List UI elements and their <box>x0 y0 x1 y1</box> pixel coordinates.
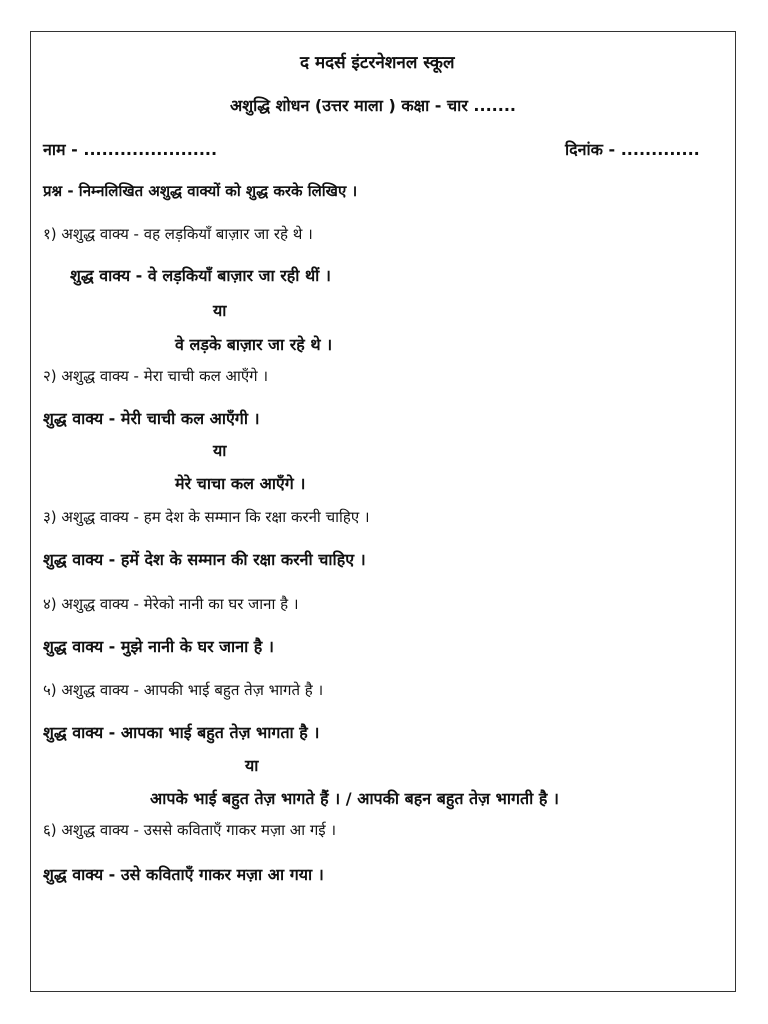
name-field: नाम - ...................... <box>43 140 218 159</box>
school-name: द मदर्स इंटरनेशनल स्कूल <box>300 53 455 73</box>
item-2-correct: शुद्ध वाक्य - मेरी चाची कल आएँगी । <box>43 409 260 428</box>
item-1-alternate: वे लड़के बाज़ार जा रहे थे । <box>175 335 333 354</box>
item-6-correct: शुद्ध वाक्य - उसे कविताएँ गाकर मज़ा आ गया । <box>43 865 324 884</box>
item-4-correct: शुद्ध वाक्य - मुझे नानी के घर जाना है । <box>43 637 274 656</box>
item-4-incorrect: ४) अशुद्ध वाक्य - मेरेको नानी का घर जाना है । <box>43 595 299 613</box>
item-3-incorrect: ३) अशुद्ध वाक्य - हम देश के सम्मान कि रक्षा करनी चाहिए । <box>43 508 370 526</box>
item-1-or: या <box>213 301 227 320</box>
item-6-incorrect: ६) अशुद्ध वाक्य - उससे कविताएँ गाकर मज़ा आ गई । <box>43 821 337 839</box>
item-2-incorrect: २) अशुद्ध वाक्य - मेरा चाची कल आएँगे । <box>43 367 269 385</box>
item-3-correct: शुद्ध वाक्य - हमें देश के सम्मान की रक्षा करनी चाहिए । <box>43 550 366 569</box>
item-1-incorrect: १) अशुद्ध वाक्य - वह लड़कियाँ बाज़ार जा रहे थे । <box>43 225 313 243</box>
item-5-alternate: आपके भाई बहुत तेज़ भागते हैं । / आपकी बहन बहुत तेज़ भागती है । <box>150 789 559 808</box>
sheet-title: अशुद्धि शोधन (उत्तर माला ) कक्षा - चार ....... <box>230 96 516 115</box>
item-5-correct: शुद्ध वाक्य - आपका भाई बहुत तेज़ भागता है । <box>43 723 320 742</box>
item-5-or: या <box>245 756 259 775</box>
date-field: दिनांक - ............. <box>565 140 700 159</box>
item-2-alternate: मेरे चाचा कल आएँगे । <box>175 474 306 493</box>
item-5-incorrect: ५) अशुद्ध वाक्य - आपकी भाई बहुत तेज़ भागते है । <box>43 681 324 699</box>
question-prompt: प्रश्न - निम्नलिखित अशुद्ध वाक्यों को शुद्ध करके लिखिए । <box>43 182 358 200</box>
item-2-or: या <box>213 441 227 460</box>
item-1-correct: शुद्ध वाक्य - वे लड़कियाँ बाज़ार जा रही थीं । <box>70 266 331 285</box>
